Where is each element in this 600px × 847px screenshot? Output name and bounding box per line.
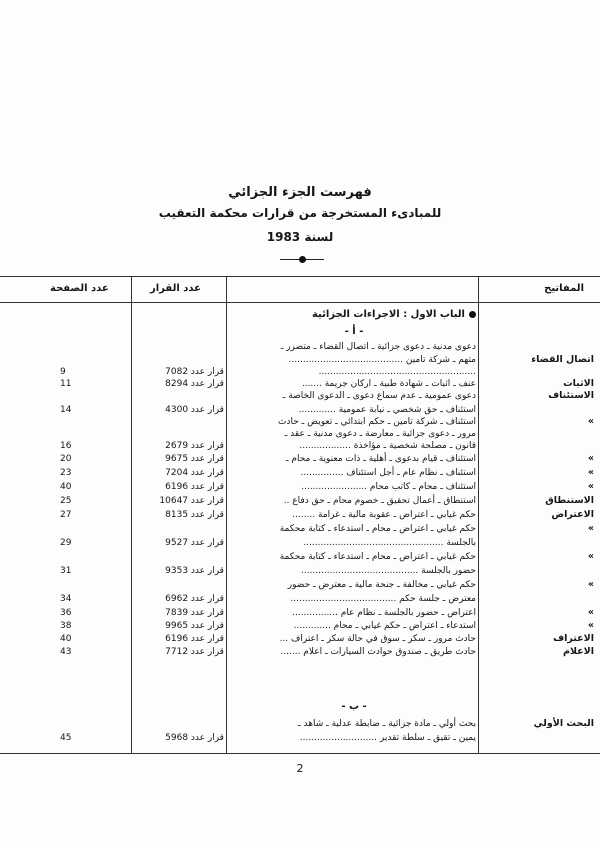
summary-cell: بالجلسة .................................................: [303, 538, 476, 548]
keyword-cell: الاثبات: [563, 378, 594, 389]
summary-cell: استئناف ـ نظام عام ـ أجل استئناف ...............: [300, 468, 476, 478]
table-header-border: [0, 302, 600, 303]
table-row: [0, 550, 600, 564]
table-row: [0, 480, 600, 494]
decision-cell: قرار عدد 9965: [165, 621, 224, 631]
summary-cell: حضور بالجلسة .........................................: [300, 566, 476, 576]
summary-cell: معترض ـ جلسة حكم .....................................: [290, 594, 476, 604]
page-cell: 45: [60, 733, 72, 743]
table-row: [0, 466, 600, 480]
ornament-divider: [280, 256, 324, 264]
page-cell: 29: [60, 538, 72, 548]
summary-cell: استئناف ـ محام ـ كاتب محام .......................: [301, 482, 476, 492]
keyword-cell: »: [587, 551, 594, 562]
summary-cell: مرور ـ دعوى جزائية ـ معارضة ـ دعوى مدنية ـ عقد ـ: [284, 429, 476, 439]
table-row: [0, 731, 600, 745]
page-cell: 36: [60, 608, 72, 618]
bullet-icon: [469, 311, 476, 318]
page-cell: 34: [60, 594, 72, 604]
page-cell: 11: [60, 379, 72, 389]
chapter-heading: الباب الاول : الاجراءات الجزائية: [0, 308, 600, 322]
keyword-cell: »: [587, 453, 594, 464]
keyword-cell: الاستنطاق: [545, 495, 594, 506]
table-row: [0, 578, 600, 592]
summary-cell: حكم غيابي ـ اعتراض ـ عقوبة مالية ـ غرامة ........: [292, 510, 476, 520]
summary-cell: حكم غيابي ـ اعتراض ـ محام ـ استدعاء ـ كتابة محكمة: [279, 552, 476, 562]
decision-cell: قرار عدد 5968: [165, 733, 224, 743]
summary-cell: .......................................................: [318, 367, 476, 377]
summary-cell: بحث أولي ـ مادة جزائية ـ ضابطة عدلية ـ شاهد ـ: [298, 719, 476, 729]
decision-cell: قرار عدد 7204: [165, 468, 224, 478]
decision-cell: قرار عدد 2679: [165, 441, 224, 451]
table-row: [0, 619, 600, 633]
table-row: [0, 536, 600, 550]
page-cell: 27: [60, 510, 72, 520]
summary-cell: حكم غيابي ـ اعتراض ـ محام ـ استدعاء ـ كتابة محكمة: [279, 524, 476, 534]
decision-cell: قرار عدد 6962: [165, 594, 224, 604]
keyword-cell: »: [587, 416, 594, 427]
keyword-cell: »: [587, 523, 594, 534]
page-cell: 9: [60, 367, 66, 377]
summary-cell: دعوى مدنية ـ دعوى جزائية ـ اتصال القضاء ـ متضرر ـ: [280, 342, 476, 352]
year-title: لسنة 1983: [266, 230, 334, 244]
letter-heading: - ب -: [341, 701, 367, 712]
decision-cell: قرار عدد 7839: [165, 608, 224, 618]
summary-cell: استئناف ـ شركة تامين ـ حكم ابتدائي ـ تعويض ـ حادث: [278, 417, 476, 427]
page-cell: 43: [60, 647, 72, 657]
decision-cell: قرار عدد 7082: [165, 367, 224, 377]
page-number: 2: [296, 762, 304, 775]
table-bottom-border: [0, 753, 600, 754]
keyword-cell: الاستئناف: [548, 390, 594, 401]
table-row: [0, 564, 600, 578]
table-row: [0, 494, 600, 508]
summary-cell: استدعاء ـ اعتراض ـ حكم غيابي ـ محام .............: [293, 621, 476, 631]
page-cell: 25: [60, 496, 72, 506]
keyword-cell: اتصال القضاء: [531, 354, 594, 365]
keyword-cell: »: [587, 579, 594, 590]
page-cell: 16: [60, 441, 72, 451]
summary-cell: استئناف ـ حق شخصي ـ نيابة عمومية .............: [298, 405, 476, 415]
keyword-cell: »: [587, 607, 594, 618]
summary-cell: متهم ـ شركة تامين ........................................: [288, 355, 476, 365]
decision-cell: قرار عدد 8135: [165, 510, 224, 520]
ornament-dot-icon: [299, 256, 306, 263]
summary-cell: اعتراض ـ حضور بالجلسة ـ نظام عام ................: [292, 608, 476, 618]
keyword-cell: الاعتراض: [551, 509, 594, 520]
table-row: [0, 645, 600, 659]
summary-cell: استئناف ـ قيام بدعوى ـ أهلية ـ ذات معنوية ـ محام ـ: [285, 454, 476, 464]
page-cell: 40: [60, 482, 72, 492]
column-header-page: عدد الصفحة: [50, 283, 109, 294]
column-header-decision: عدد القرار: [150, 283, 202, 294]
page-cell: 20: [60, 454, 72, 464]
keyword-cell: »: [587, 467, 594, 478]
table-row: [0, 340, 600, 354]
summary-cell: قانون ـ مصلحة شخصية ـ مؤاخذة ..................: [299, 441, 476, 451]
table-row: [0, 522, 600, 536]
table-row: [0, 717, 600, 731]
page-cell: 40: [60, 634, 72, 644]
letter-heading: - أ -: [344, 326, 364, 337]
decision-cell: قرار عدد 4300: [165, 405, 224, 415]
decision-cell: قرار عدد 8294: [165, 379, 224, 389]
table-row: [0, 508, 600, 522]
decision-cell: قرار عدد 6196: [165, 634, 224, 644]
summary-cell: عنف ـ اثبات ـ شهادة طبية ـ اركان جريمة .......: [301, 379, 476, 389]
keyword-cell: البحث الأولي: [533, 718, 594, 729]
page-cell: 31: [60, 566, 72, 576]
table-top-border: [0, 276, 600, 277]
page-cell: 38: [60, 621, 72, 631]
keyword-cell: »: [587, 481, 594, 492]
keyword-cell: الاعلام: [563, 646, 594, 657]
table-row: [0, 452, 600, 466]
summary-cell: حكم غيابي ـ مخالفة ـ جنحة مالية ـ معترض ـ حضور: [287, 580, 476, 590]
keyword-cell: الاعتراف: [553, 633, 594, 644]
decision-cell: قرار عدد 6196: [165, 482, 224, 492]
summary-cell: دعوى عمومية ـ عدم سماع دعوى ـ الدعوى الخاصة ـ: [282, 391, 476, 401]
summary-cell: يمين ـ تقيق ـ سلطة تقدير ...........................: [299, 733, 476, 743]
decision-cell: قرار عدد 7712: [165, 647, 224, 657]
page-subtitle: للمبادىء المستخرجة من قرارات محكمة التعقيب: [158, 206, 442, 220]
decision-cell: قرار عدد 9353: [165, 566, 224, 576]
table-row: [0, 389, 600, 403]
keyword-cell: »: [587, 620, 594, 631]
summary-cell: حادث مرور ـ سكر ـ سوق في حالة سكر ـ اعتراف ...: [279, 634, 476, 644]
table-row: [0, 606, 600, 620]
table-row: [0, 439, 600, 453]
page-cell: 14: [60, 405, 72, 415]
table-row: [0, 592, 600, 606]
page-title: فهرست الجزء الجزائي: [228, 185, 372, 200]
column-header-keywords: المفاتيح: [544, 283, 584, 294]
table-row: [0, 632, 600, 646]
summary-cell: حادث طريق ـ صندوق حوادث السيارات ـ اعلام .......: [280, 647, 476, 657]
page-cell: 23: [60, 468, 72, 478]
decision-cell: قرار عدد 9527: [165, 538, 224, 548]
decision-cell: قرار عدد 9675: [165, 454, 224, 464]
summary-cell: استنطاق ـ أعمال تحقيق ـ خصوم محام ـ حق دفاع ..: [283, 496, 476, 506]
decision-cell: قرار عدد 10647: [159, 496, 224, 506]
title-block: [0, 185, 600, 244]
